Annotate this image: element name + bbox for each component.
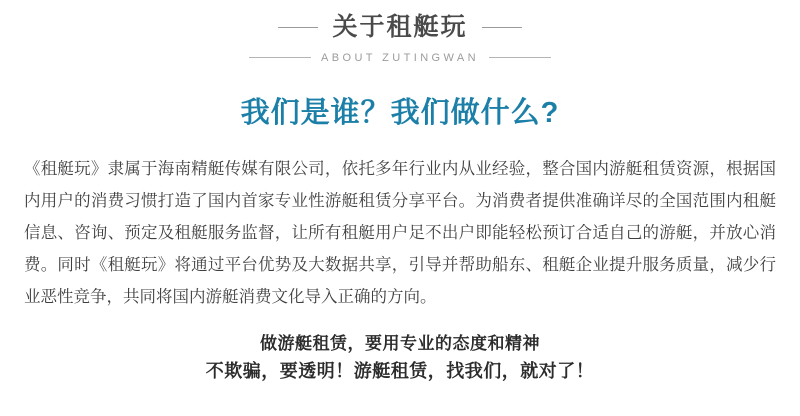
slogan-line-2: 不欺骗，要透明！游艇租赁，找我们，就对了！ xyxy=(205,360,595,381)
slogan-line-1: 做游艇租赁，要用专业的态度和精神 xyxy=(260,333,540,353)
subtitle-right-divider-line xyxy=(489,57,551,58)
page-subtitle: ABOUT ZUTINGWAN xyxy=(321,51,479,64)
left-divider-line xyxy=(278,27,318,28)
header-subtitle-row xyxy=(249,52,551,64)
page-title: 关于租艇玩 xyxy=(332,13,468,41)
header-title-row xyxy=(278,14,521,42)
about-paragraph: 《租艇玩》隶属于海南精艇传媒有限公司，依托多年行业内从业经验，整合国内游艇租赁资源，根据国内用户的消费习惯打造了国内首家专业性游艇租赁分享平台。为消费者提供准确详尽的全国范围内租艇信息、咨询、预定及租艇服务监督，让所有租艇用户足不出户即能轻松预订合适自己的游艇，并放心消费。同时《租艇玩》将通过平台优势及大数据共享，引导并帮助船东、租艇企业提升服务质量，减少行业恶性竞争，共同将国内游艇消费文化导入正确的方向。 xyxy=(24,159,776,306)
slogan-block xyxy=(0,331,800,385)
right-divider-line xyxy=(482,27,522,28)
section-headline: 我们是谁？我们做什么? xyxy=(240,96,560,129)
subtitle-left-divider-line xyxy=(249,57,311,58)
page-header xyxy=(0,0,800,64)
